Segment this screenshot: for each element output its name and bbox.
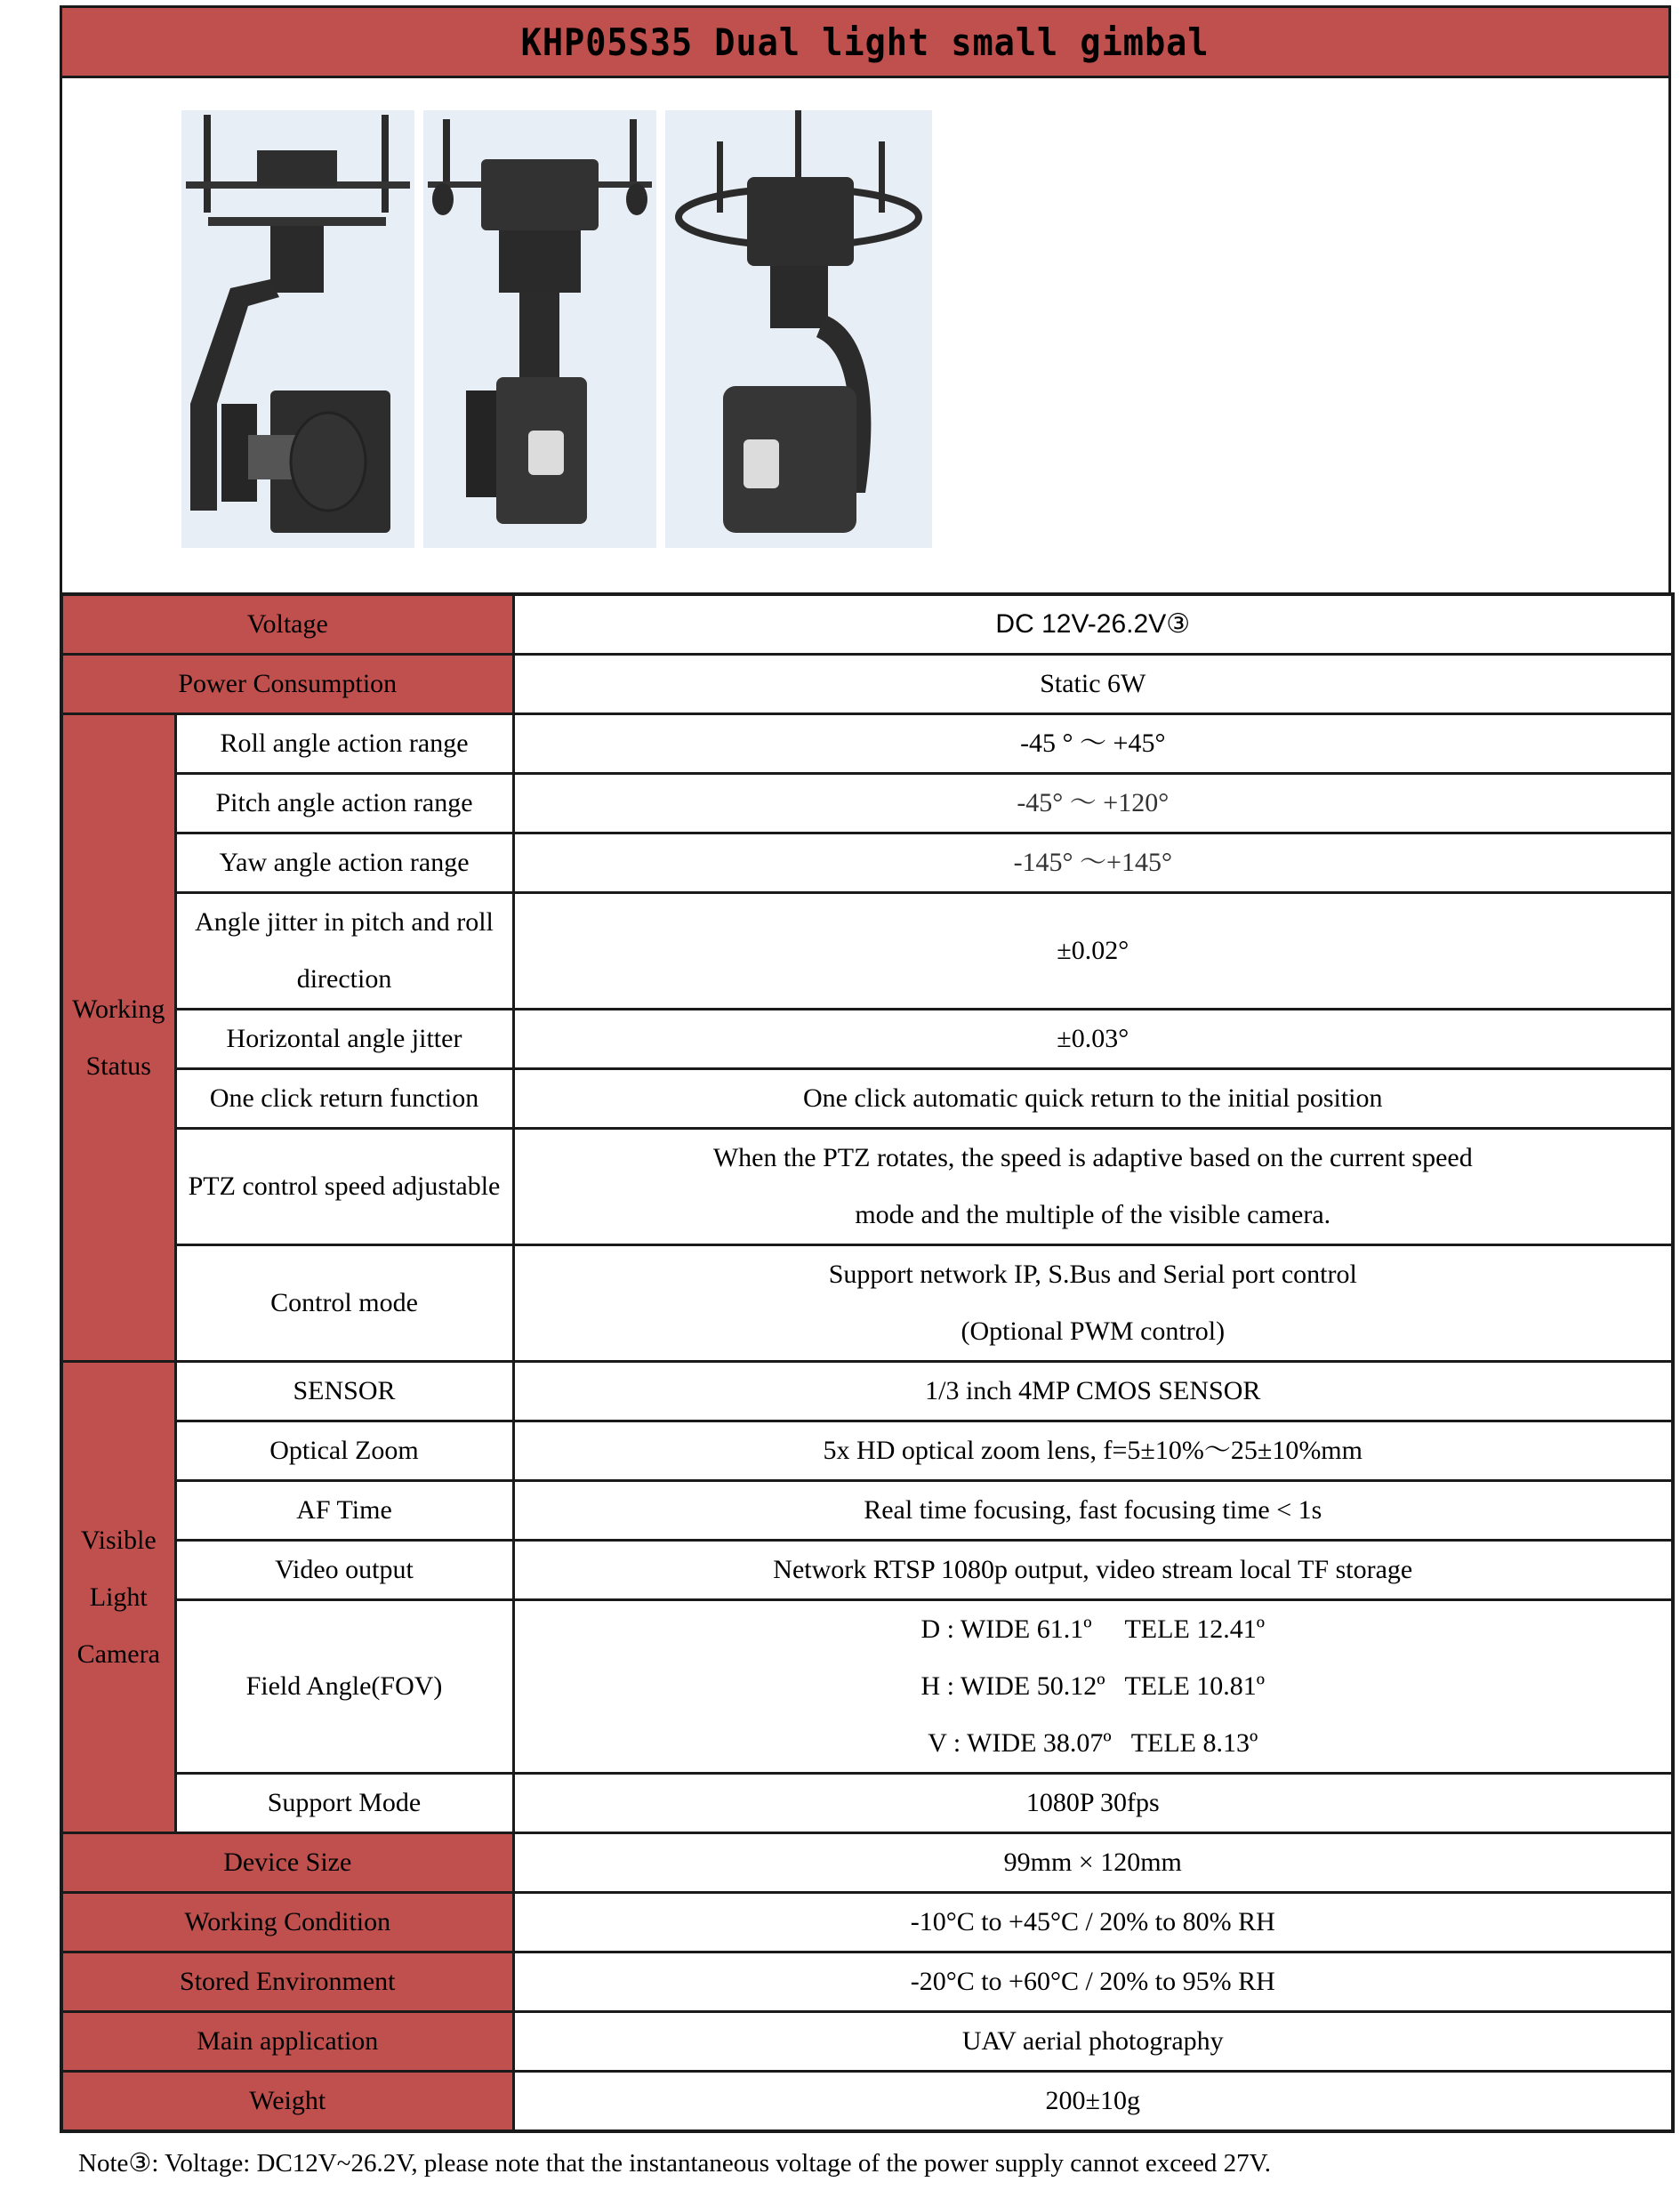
spec-label: Roll angle action range — [175, 714, 513, 774]
spec-value: One click automatic quick return to the initial position — [513, 1069, 1673, 1129]
spec-value: DC 12V-26.2V③ — [513, 594, 1673, 655]
fov-line-v: V : WIDE 38.07º TELE 8.13º — [928, 1728, 1258, 1758]
spec-label: SENSOR — [175, 1362, 513, 1421]
table-row-main-application — [61, 2012, 1673, 2072]
table-row — [61, 1421, 1673, 1481]
table-row-device-size — [61, 1833, 1673, 1893]
table-row-stored-environment — [61, 1952, 1673, 2012]
spec-value: ±0.02° — [513, 893, 1673, 1010]
spec-label: Power Consumption — [61, 655, 513, 714]
table-row — [61, 774, 1673, 833]
spec-value: -10°C to +45°C / 20% to 80% RH — [513, 1893, 1673, 1952]
table-row-power — [61, 655, 1673, 714]
spec-value: Static 6W — [513, 655, 1673, 714]
table-row-voltage — [61, 594, 1673, 655]
spec-label: Field Angle(FOV) — [175, 1600, 513, 1774]
spec-value: 1080P 30fps — [513, 1774, 1673, 1833]
spec-value: -45° ～ +120° — [513, 774, 1673, 833]
table-row — [61, 1541, 1673, 1600]
spec-value: ±0.03° — [513, 1010, 1673, 1069]
table-row — [61, 1129, 1673, 1245]
spec-label: Weight — [61, 2072, 513, 2132]
table-row — [61, 1245, 1673, 1362]
table-row — [61, 1774, 1673, 1833]
spec-table — [60, 592, 1675, 2133]
spec-label: Optical Zoom — [175, 1421, 513, 1481]
title-bar — [60, 5, 1671, 78]
spec-value-fov — [513, 1600, 1673, 1774]
table-row — [61, 1600, 1673, 1774]
table-row-weight — [61, 2072, 1673, 2132]
spec-value: 5x HD optical zoom lens, f=5±10%～25±10%mm — [513, 1421, 1673, 1481]
spec-value-line: Support network IP, S.Bus and Serial port control — [828, 1260, 1357, 1289]
page-title: KHP05S35 Dual light small gimbal — [521, 20, 1210, 64]
spec-label: AF Time — [175, 1481, 513, 1541]
gimbal-side-view-image — [181, 110, 414, 548]
spec-label: Device Size — [61, 1833, 513, 1893]
fov-line-h: H : WIDE 50.12º TELE 10.81º — [920, 1671, 1266, 1701]
spec-label: Angle jitter in pitch and roll direction — [175, 893, 513, 1010]
spec-label: Pitch angle action range — [175, 774, 513, 833]
spec-value: UAV aerial photography — [513, 2012, 1673, 2072]
spec-value-line: (Optional PWM control) — [961, 1316, 1226, 1346]
spec-label: Video output — [175, 1541, 513, 1600]
table-row — [61, 1010, 1673, 1069]
gimbal-perspective-view-image — [665, 110, 932, 548]
gimbal-front-view-image — [423, 110, 656, 548]
spec-value-line: When the PTZ rotates, the speed is adaptive based on the current speed — [712, 1143, 1473, 1172]
product-images — [60, 78, 1671, 592]
table-row — [61, 714, 1673, 774]
gimbal-perspective-view-icon — [665, 110, 932, 548]
spec-value — [513, 1245, 1673, 1362]
spec-label: One click return function — [175, 1069, 513, 1129]
spec-value: -145° ～+145° — [513, 833, 1673, 893]
table-row — [61, 1481, 1673, 1541]
spec-value: Real time focusing, fast focusing time < 1s — [513, 1481, 1673, 1541]
spec-label: Main application — [61, 2012, 513, 2072]
group-label-line: Working — [72, 994, 165, 1024]
spec-value: 99mm × 120mm — [513, 1833, 1673, 1893]
spec-value-line: mode and the multiple of the visible camera. — [855, 1200, 1331, 1229]
table-row — [61, 1362, 1673, 1421]
spec-value: -20°C to +60°C / 20% to 95% RH — [513, 1952, 1673, 2012]
spec-label: PTZ control speed adjustable — [175, 1129, 513, 1245]
table-row — [61, 833, 1673, 893]
gimbal-side-view-icon — [181, 110, 414, 548]
table-row — [61, 893, 1673, 1010]
gimbal-front-view-icon — [423, 110, 656, 548]
spec-value: 200±10g — [513, 2072, 1673, 2132]
fov-line-d: D : WIDE 61.1º TELE 12.41º — [920, 1614, 1266, 1644]
spec-value: Network RTSP 1080p output, video stream local TF storage — [513, 1541, 1673, 1600]
spec-label: Stored Environment — [61, 1952, 513, 2012]
spec-label: Working Condition — [61, 1893, 513, 1952]
table-row — [61, 1069, 1673, 1129]
footnote: Note③: Voltage: DC12V~26.2V, please note that the instantaneous voltage of the power supply cannot exceed 27V. — [78, 2149, 1272, 2178]
group-label-visible-light-camera — [61, 1362, 175, 1833]
spec-value — [513, 1129, 1673, 1245]
group-label-line: Status — [85, 1051, 151, 1081]
spec-value: 1/3 inch 4MP CMOS SENSOR — [513, 1362, 1673, 1421]
spec-label: Yaw angle action range — [175, 833, 513, 893]
spec-label: Horizontal angle jitter — [175, 1010, 513, 1069]
spec-label: Support Mode — [175, 1774, 513, 1833]
spec-label: Control mode — [175, 1245, 513, 1362]
table-row-working-condition — [61, 1893, 1673, 1952]
spec-value: -45 ° ～ +45° — [513, 714, 1673, 774]
group-label-working-status — [61, 714, 175, 1362]
spec-label: Voltage — [61, 594, 513, 655]
group-label-line: Visible — [80, 1525, 157, 1555]
group-label-line: Camera — [76, 1638, 160, 1669]
group-label-line: Light — [89, 1582, 148, 1612]
